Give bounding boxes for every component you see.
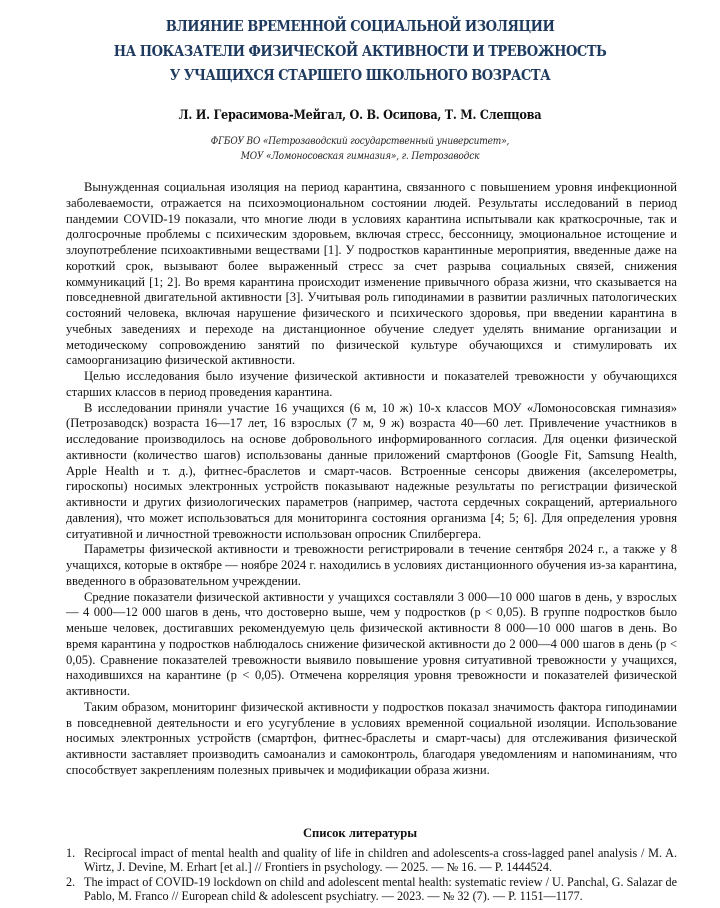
article-body — [66, 180, 677, 779]
reference-text: Reciprocal impact of mental health and quality of life in children and adolescents-a cross-lagged panel analysis / M. A. Wirtz, J. Devine, M. Erhart [et al.] // Frontiers in psychology. — 2025. — № 16. — P. 1444524. — [84, 846, 677, 875]
reference-item — [66, 875, 677, 904]
reference-text: The impact of COVID-19 lockdown on child and adolescent mental health: systematic review / U. Panchal, G. Salazar de Pablo, M. Franco // European child & adolescent psychiatry. — 2023. — № 32 (7). — P. 1151—1177. — [84, 874, 677, 904]
article-title — [50, 14, 669, 88]
paragraph-methods: В исследовании приняли участие 16 учащихся (6 м, 10 ж) 10-х классов МОУ «Ломоносовская гимназия» (Петрозаводск) возраста 16—17 лет, 16 взрослых (7 м, 9 ж) возраста 40—60 лет. Привлечение участников в исследование производилось на основе добровольного информированного согласия. Для оценки физической активности (количество шагов) использованы данные приложений смартфонов (Google Fit, Samsung Health, Apple Health и т. д.), фитнес-браслетов и смарт-часов. Встроенные сенсоры движения (акселерометры, гироскопы) носимых электронных устройств показывают надежные результаты по регистрации физической активности и других физиологических параметров (например, частота сердечных сокращений, артериального давления), что может использоваться для мониторинга состояния организма [4; 5; 6]. Для определения уровня ситуативной и личностной тревожности использован опросник Спилбергера. — [66, 400, 677, 541]
paragraph-registration: Параметры физической активности и тревожности регистрировали в течение сентября 2024 г., а также у 8 учащихся, которые в октябре — ноябре 2024 г. находились в условиях дистанционного обучения из-за карантина, введенного в образовательном учреждении. — [66, 542, 677, 588]
affiliation — [54, 134, 666, 164]
reference-item — [66, 846, 677, 875]
title-line: НА ПОКАЗАТЕЛИ ФИЗИЧЕСКОЙ АКТИВНОСТИ И ТРЕВОЖНОСТЬ — [113, 41, 607, 60]
reference-number: 1. — [66, 846, 76, 860]
reference-number: 2. — [66, 874, 76, 889]
paragraph-introduction: Вынужденная социальная изоляция на период карантина, связанного с повышением уровня инфекционной заболеваемости, отражается на психоэмоциональном состоянии людей. Результаты исследований в период пандемии COVID-19 показали, что многие люди в условиях карантина испытывали как краткосрочные, так и долгосрочные проблемы с психическим здоровьем, включая стресс, бессонницу, эмоциональное истощение и злоупотребление психоактивными веществами [1]. У подростков карантинные мероприятия, введенные даже на короткий срок, вызывают более выраженный стресс за счет разрыва социальных связей, снижения коммуникаций [1; 2]. Во время карантина происходит изменение привычного образа жизни, что сказывается на повседневной двигательной активности [3]. Учитывая роль гиподинамии в развитии различных патологических состояний человека, включая нарушение физического и психического здоровья, при введении карантина в учебных заведениях и переходе на дистанционное обучение следует уделять внимание организации и методическому сопровождению занятий по физической культуре обучающихся и стимулировать их самоорганизацию физической активности. — [66, 180, 677, 368]
references-list — [66, 846, 677, 904]
paragraph-aim: Целью исследования было изучение физической активности и показателей тревожности у обучающихся старших классов в период проведения карантина. — [66, 369, 677, 399]
paragraph-results: Средние показатели физической активности у учащихся составляли 3 000—10 000 шагов в день, у взрослых — 4 000—12 000 шагов в день, что достоверно выше, чем у подростков (p < 0,05). В группе подростков было меньше человек, достигавших рекомендуемую цель физической активности 8 000—10 000 шагов в день. Во время карантина у подростков наблюдалось снижение физической активности до 2 000—4 000 шагов в день (p < 0,05). Сравнение показателей тревожности выявило повышение уровня ситуативной тревожности у учащихся, находившихся на карантине (p < 0,05). Отмечена корреляция уровня тревожности и показателей физической активности. — [66, 589, 677, 698]
affiliation-line: МОУ «Ломоносовская гимназия», г. Петрозаводск — [240, 150, 480, 162]
title-line: У УЧАЩИХСЯ СТАРШЕГО ШКОЛЬНОГО ВОЗРАСТА — [169, 66, 551, 84]
title-line: ВЛИЯНИЕ ВРЕМЕННОЙ СОЦИАЛЬНОЙ ИЗОЛЯЦИИ — [165, 17, 555, 35]
references-heading: Список литературы — [302, 826, 418, 840]
authors: Л. И. Герасимова-Мейгал, О. В. Осипова, Т. М. Слепцова — [178, 108, 542, 123]
paragraph-conclusion: Таким образом, мониторинг физической активности у подростков показал значимость фактора гиподинамии в повседневной деятельности и его усугубление в условиях временной социальной изоляции. Использование носимых электронных устройств (смартфон, фитнес-браслеты и смарт-часы) для отслеживания физической активности заставляет производить самоанализ и самоконтроль, благодаря уведомлениям и напоминаниям, что способствует закреплениям полезных привычек и модификации образа жизни. — [66, 699, 677, 777]
affiliation-line: ФГБОУ ВО «Петрозаводский государственный университет», — [210, 135, 510, 147]
